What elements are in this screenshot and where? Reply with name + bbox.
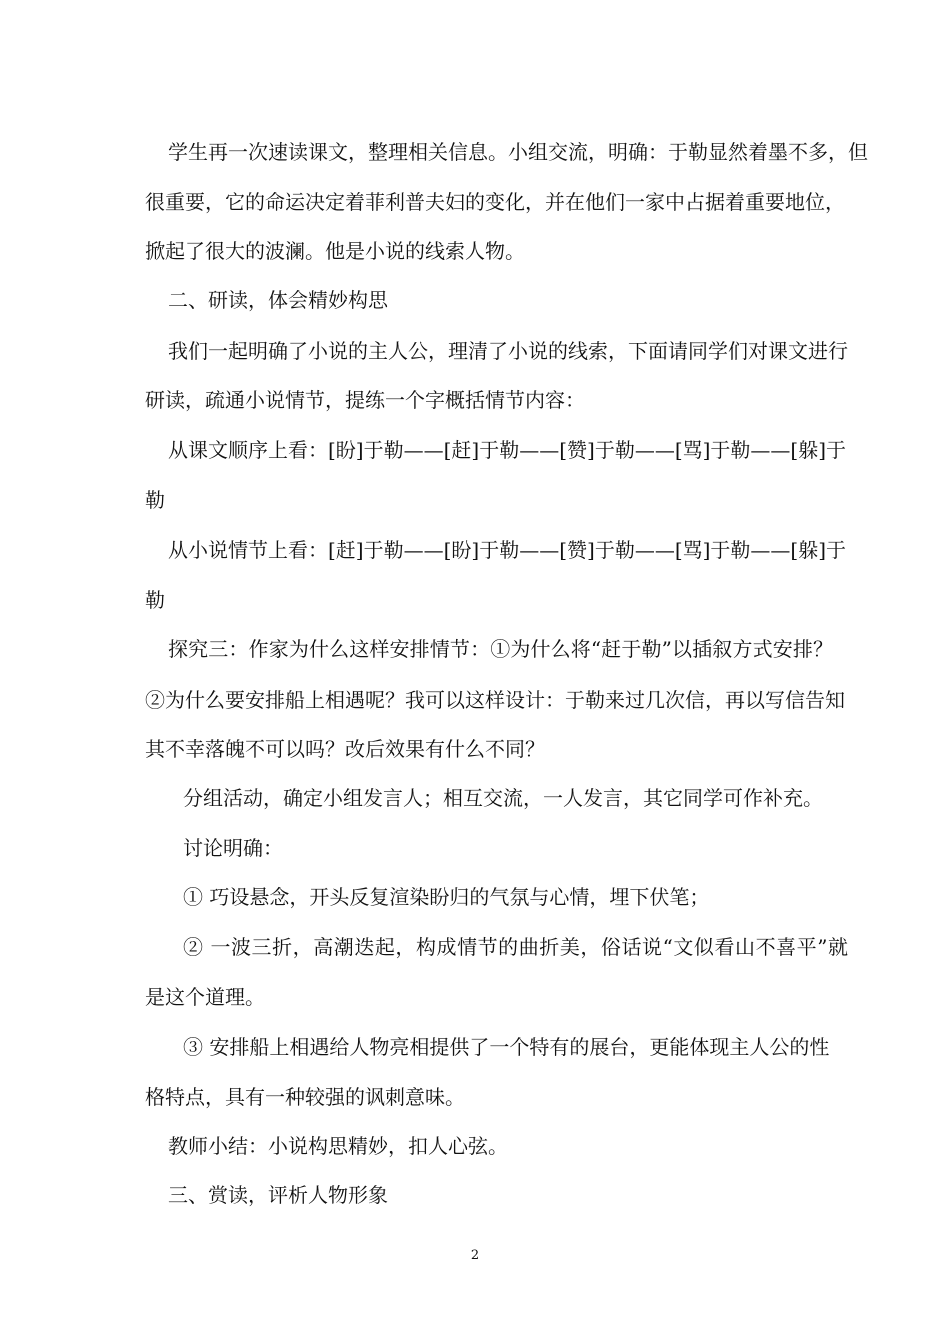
paragraph-line: 研读，疏通小说情节，提练一个字概括情节内容：: [145, 388, 585, 412]
paragraph-line: 勒: [145, 488, 165, 512]
paragraph-line: 掀起了很大的波澜。他是小说的线索人物。: [145, 239, 525, 263]
paragraph-line: 探究三：作家为什么这样安排情节：①为什么将“赶于勒”以插叙方式安排？: [168, 637, 833, 661]
paragraph-line: ②为什么要安排船上相遇呢？我可以这样设计：于勒来过几次信，再以写信告知: [145, 688, 845, 712]
paragraph-line: 教师小结：小说构思精妙，扣人心弦。: [168, 1134, 508, 1158]
section-heading: 二、研读，体会精妙构思: [168, 288, 388, 312]
paragraph-line: 学生再一次速读课文，整理相关信息。小组交流，明确：于勒显然着墨不多，但: [168, 140, 868, 164]
paragraph-line: 从小说情节上看：[赶]于勒——[盼]于勒——[赞]于勒——[骂]于勒——[躲]于: [168, 538, 847, 562]
paragraph-line: 很重要，它的命运决定着菲利普夫妇的变化，并在他们一家中占据着重要地位，: [145, 190, 845, 214]
paragraph-line: 格特点，具有一种较强的讽刺意味。: [145, 1085, 465, 1109]
paragraph-line: 分组活动，确定小组发言人；相互交流，一人发言，其它同学可作补充。: [183, 786, 823, 810]
paragraph-line: 讨论明确：: [183, 836, 283, 860]
paragraph-line: 我们一起明确了小说的主人公，理清了小说的线索，下面请同学们对课文进行: [168, 339, 848, 363]
section-heading: 三、赏读，评析人物形象: [168, 1183, 388, 1207]
paragraph-line: 其不幸落魄不可以吗？改后效果有什么不同？: [145, 737, 545, 761]
paragraph-line: 是这个道理。: [145, 985, 265, 1009]
paragraph-line: 从课文顺序上看：[盼]于勒——[赶]于勒——[赞]于勒——[骂]于勒——[躲]于: [168, 438, 847, 462]
page-number: 2: [470, 1248, 480, 1263]
paragraph-line: 勒: [145, 588, 165, 612]
list-item: ③ 安排船上相遇给人物亮相提供了一个特有的展台，更能体现主人公的性: [183, 1035, 830, 1059]
list-item: ② 一波三折，高潮迭起，构成情节的曲折美，俗话说“文似看山不喜平”就: [183, 935, 848, 959]
list-item: ① 巧设悬念，开头反复渲染盼归的气氛与心情，埋下伏笔；: [183, 885, 710, 909]
